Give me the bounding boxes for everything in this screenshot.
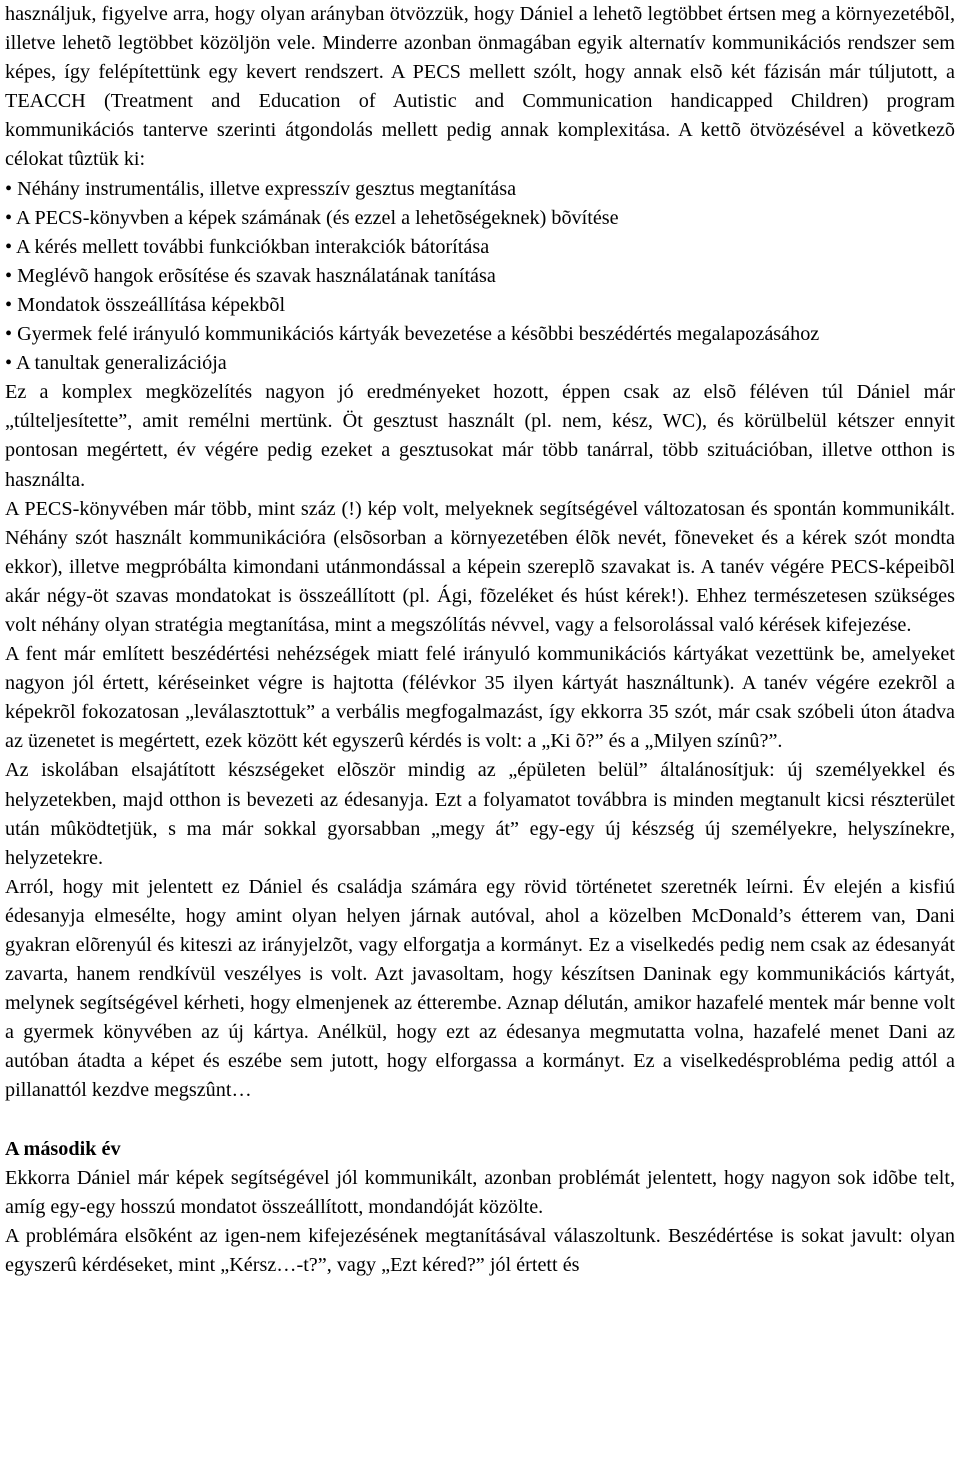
list-item-text: Gyermek felé irányuló kommunikációs kártyák bevezetése a késõbbi beszédértés megalapozásához	[17, 323, 820, 346]
body-paragraph: Arról, hogy mit jelentett ez Dániel és családja számára egy rövid történetet szeretnék leírni. Év elején a kisfiú édesanyja elmesélte, hogy amint olyan helyen járnak autóval, ahol a közelben McDonald’s étterem van, Dani gyakran elõrenyúl és kiteszi az irányjelzõt, vagy elforgatja a kormányt. Ez a viselkedés pedig nem csak az édesanyát zavarta, hanem rendkívül veszélyes is volt. Azt javasoltam, hogy készítsen Daninak egy kommunikációs kártyát, melynek segítségével kérheti, hogy elmenjenek az étterembe. Aznap délután, amikor hazafelé mentek már benne volt a gyermek könyvében az új kártya. Anélkül, hogy ezt az édesanya megmutatta volna, hazafelé menet Dani az autóban átadta a képet és eszébe sem jutott, hogy elforgassa a kormányt. Ez a viselkedésprobléma pedig attól a pillanattól kezdve megszûnt…	[5, 875, 955, 1102]
list-item	[5, 262, 955, 291]
body-paragraph: Ez a komplex megközelítés nagyon jó eredményeket hozott, éppen csak az elsõ féléven túl Dániel már „túlteljesítette”, amit remélni mertünk. Öt gesztust használt (pl. nem, kész, WC), és körülbelül kétszer ennyit pontosan megértett, év végére pedig ezeket a gesztusokat már több tanárral, több szituációban, illetve otthon is használta.	[5, 381, 955, 491]
list-item-text: A kérés mellett további funkciókban interakciók bátorítása	[16, 235, 490, 258]
list-item-text: Néhány instrumentális, illetve expresszív gesztus megtanítása	[17, 177, 517, 200]
list-item	[5, 233, 955, 262]
document-page	[5, 0, 955, 1280]
list-item	[5, 349, 955, 378]
list-item	[5, 204, 955, 233]
list-item-text: Mondatok összeállítása képekbõl	[17, 293, 286, 316]
body-paragraph: A PECS-könyvében már több, mint száz (!) kép volt, melyeknek segítségével változatosan és spontán kommunikált. Néhány szót használt kommunikációra (elsõsorban a környezetében élõk nevét, fõneveket és a kérek szót mondta ekkor), illetve megpróbálta kimondani utánmondással a képein szereplõ szavakat is. A tanév végére PECS-képeibõl akár négy-öt szavas mondatokat is összeállított (pl. Ági, fõzeléket és húst kérek!). Ehhez természetesen szükséges volt néhány olyan stratégia megtanítása, mint a megszólítás névvel, vagy a felsorolással való kérések kifejezése.	[5, 497, 955, 636]
list-item	[5, 291, 955, 320]
intro-paragraph: használjuk, figyelve arra, hogy olyan arányban ötvözzük, hogy Dániel a lehetõ legtöbbet értsen meg a környezetébõl, illetve lehetõ legtöbbet közöljön vele. Minderre azonban önmagában egyik alternatív kommunikációs rendszer sem képes, így felépítettünk egy kevert rendszert. A PECS mellett szólt, hogy annak elsõ két fázisán már túljutott, a TEACCH (Treatment and Education of Autistic and Communication handicapped Children) program kommunikációs tanterve szerinti átgondolás mellett pedig annak komplexitása. A kettõ ötvözésével a következõ célokat tûztük ki:	[5, 3, 955, 171]
body-paragraph: A fent már említett beszédértési nehézségek miatt felé irányuló kommunikációs kártyákat vezettünk be, amelyeket nagyon jól értett, kéréseinket végre is hajtotta (félévkor 35 ilyen kártyát használtunk). A tanév végére ezekrõl a képekrõl fokozatosan „leválasztottuk” a verbális megfogalmazást, így ekkorra 35 szót, már csak szóbeli úton átadva az üzenetet is megértett, ezek között két egyszerû kérdés is volt: a „Ki õ?” és a „Milyen színû?”.	[5, 643, 955, 753]
list-item-text: A PECS-könyvben a képek számának (és ezzel a lehetõségeknek) bõvítése	[16, 206, 619, 229]
bullet-icon: •	[5, 235, 13, 258]
bullet-icon: •	[5, 264, 13, 287]
body-paragraph: A problémára elsõként az igen-nem kifejezésének megtanításával válaszoltunk. Beszédértése is sokat javult: olyan egyszerû kérdéseket, mint „Kérsz…-t?”, vagy „Ezt kéred?” jól értett és	[5, 1224, 955, 1276]
list-item-text: A tanultak generalizációja	[16, 352, 227, 375]
bullet-icon: •	[5, 177, 13, 200]
list-item-text: Meglévõ hangok erõsítése és szavak használatának tanítása	[17, 264, 496, 287]
list-item	[5, 175, 955, 204]
bullet-icon: •	[5, 352, 13, 375]
bullet-icon: •	[5, 206, 13, 229]
bullet-icon: •	[5, 293, 13, 316]
body-paragraph: Az iskolában elsajátított készségeket elõször mindig az „épületen belül” általánosítjuk: új személyekkel és helyzetekben, majd otthon is bevezeti az édesanyja. Ezt a folyamatot továbbra is minden megtanult kicsi részterület után mûködtetjük, s ma már sokkal gyorsabban „megy át” egy-egy új készség új személyekre, helyszínekre, helyzetekre.	[5, 759, 955, 869]
body-paragraph: Ekkorra Dániel már képek segítségével jól kommunikált, azonban problémát jelentett, hogy nagyon sok idõbe telt, amíg egy-egy hosszú mondatot összeállított, mondandóját közölte.	[5, 1166, 955, 1218]
list-item	[5, 320, 955, 349]
section-heading: A második év	[5, 1137, 121, 1160]
bullet-icon: •	[5, 323, 13, 346]
goals-list	[5, 175, 955, 379]
